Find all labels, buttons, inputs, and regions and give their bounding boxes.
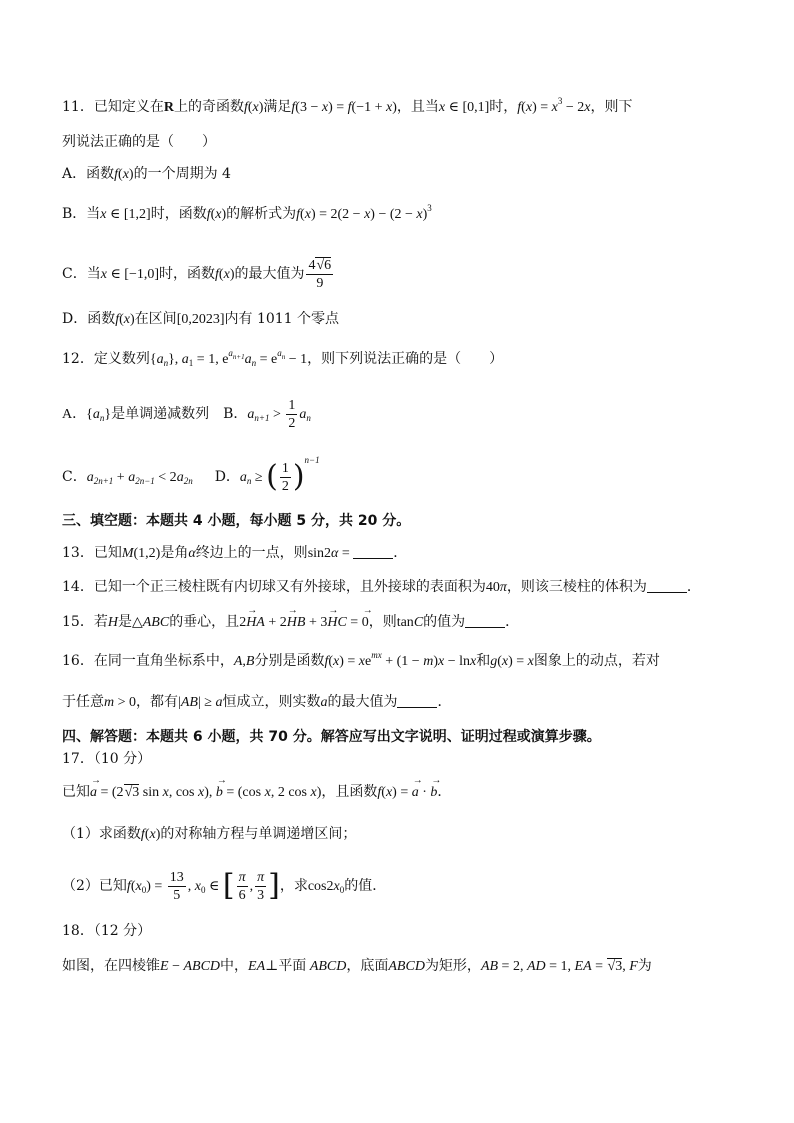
fraction: $\frac{13}{5}$ [169, 869, 184, 903]
answer-blank [353, 544, 393, 559]
q17-given: 已知→ a = (2√3 sin x, cos x), → b = (cos x, 2 cos x)，且函数f(x) = → a · → b． [62, 782, 734, 803]
fraction: $\frac{\pi}{3}$ [257, 869, 265, 903]
q11-line1: 11．已知定义在R上的奇函数f(x)满足f(3 − x) = f(−1 + x)，且当x ∈ [0,1]时，$f(x) = x^3 - 2x$，则下 [62, 96, 633, 115]
q11-option-d: D．函数f(x)在区间[0,2023]内有 1011 个零点 [62, 311, 340, 327]
fraction: $\frac{1}{2}$ [281, 460, 289, 494]
q12-options-ab: A．$\{a_n\}$是单调递减数列 B．$a_{n+1}$ > $\frac{1}{2}$ $a_n$ [62, 397, 311, 431]
q18-heading: 18．（12 分） [62, 923, 152, 939]
q12-options-cd: C．$a_{2n+1} + a_{2n-1} < 2a_{2n}$ D．$a_n$ ≥ ( $\frac{1}{2}$ )$^{n-1}$ [62, 455, 320, 494]
q16-line2: 于任意m > 0，都有|AB| ≥ a恒成立，则实数a的最大值为 ． [62, 694, 452, 710]
q15: 15．若H是△ABC的垂心，且2→ HA + 2→ HB + 3→ HC = → 0，则tanC的值为 ． [62, 612, 734, 633]
q11-line2: 列说法正确的是（ ） [62, 134, 216, 150]
answer-blank [647, 578, 687, 593]
fraction: $\frac{\pi}{6}$ [238, 869, 246, 903]
q13: 13．已知M(1,2)是角α终边上的一点，则sin2α = ． [62, 545, 408, 561]
q17-part1: （1）求函数f(x)的对称轴方程与单调递增区间； [62, 826, 357, 842]
fraction: $\frac{1}{2}$ [288, 397, 296, 431]
answer-blank [397, 693, 437, 708]
q17-heading: 17．（10 分） [62, 751, 152, 767]
q17-part2: （2）已知$f(x_0)$ = $\frac{13}{5}$ , $x_0$ ∈ [ $\frac{\pi}{6}$ , $\frac{\pi}{3}$ ]，求$\cos 2x_0$的值． [62, 868, 387, 903]
q18-stem: 如图，在四棱锥E − ABCD中，EA⊥平面 ABCD，底面ABCD为矩形，AB = 2, AD = 1, EA = √3, F为 [62, 958, 652, 974]
q11-option-b: B．当x ∈ [1,2]时，函数f(x)的解析式为$f(x) = 2(2 - x) - (2 - x)^3$ [62, 203, 432, 222]
q16-line1: 16．在同一直角坐标系中，A,B分别是函数$f(x) = xe^{mx} + (1 - m)x - \ln x$和g(x) = x图象上的动点，若对 [62, 650, 660, 669]
q14: 14．已知一个正三棱柱既有内切球又有外接球，且外接球的表面积为40π，则该三棱柱的体积为 ． [62, 579, 701, 595]
section-4-title: 四、解答题：本题共 6 小题，共 70 分。解答应写出文字说明、证明过程或演算步骤。 [62, 729, 601, 745]
fraction: $\frac{4√6}{9}$ [308, 257, 332, 291]
q11-option-a: A．函数f(x)的一个周期为 4 [62, 166, 231, 182]
q11-option-c: C．当x ∈ [−1,0]时，函数f(x)的最大值为 $\frac{4√6}{9}$ [62, 257, 332, 291]
q12-stem: 12．定义数列$\{a_n\}$, $a_1 = 1$, $e^{a_{n+1}}a_n = e^{a_n} - 1$，则下列说法正确的是（ ） [62, 348, 504, 368]
section-3-title: 三、填空题：本题共 4 小题，每小题 5 分，共 20 分。 [62, 513, 411, 529]
answer-blank [465, 613, 505, 628]
